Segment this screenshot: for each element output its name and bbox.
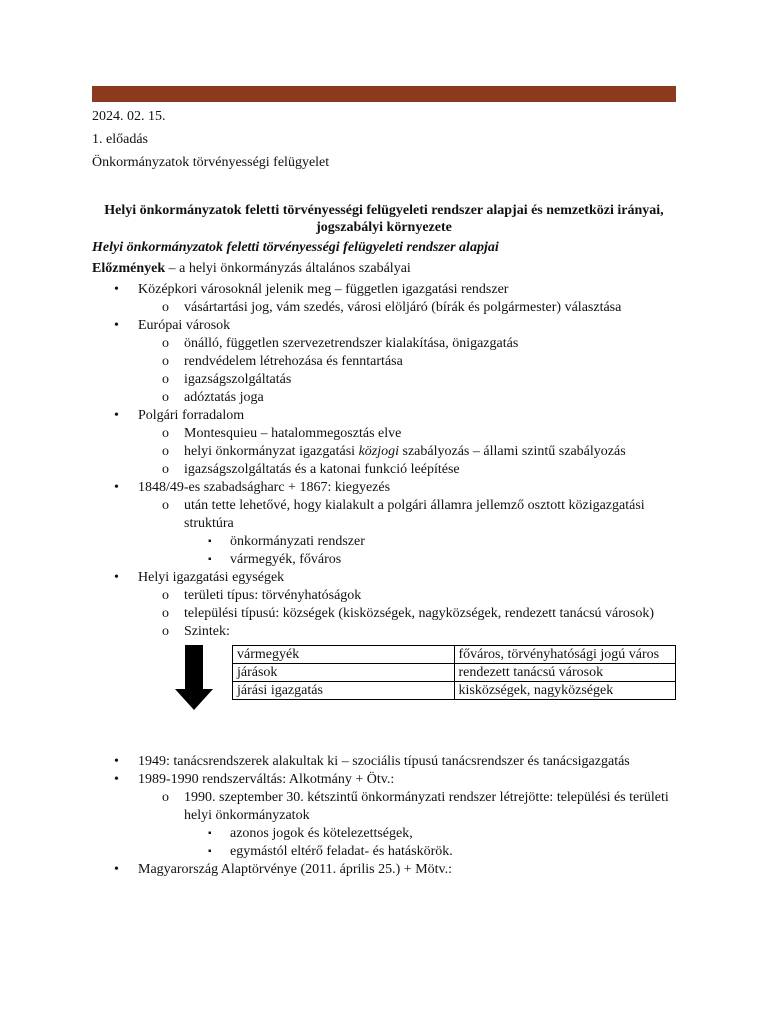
list-item-text: adóztatás joga — [184, 390, 264, 405]
bullet-marker: o — [162, 588, 169, 603]
list-item — [184, 551, 676, 569]
bullet-marker: o — [162, 498, 169, 513]
list-item — [92, 407, 676, 479]
list-item-text: települési típusú: községek (kisközségek, nagyközségek, rendezett tanácsú városok) — [184, 606, 655, 621]
bullet-marker: ▪ — [208, 554, 212, 565]
list-item — [184, 533, 676, 551]
list-item — [92, 317, 676, 407]
list-item — [138, 389, 676, 407]
bullet-marker: • — [114, 772, 119, 787]
list-item — [138, 623, 676, 641]
list-item-text: 1949: tanácsrendszerek alakultak ki – szociális típusú tanácsrendszer és tanácsigazgatás — [138, 754, 630, 769]
bullet-marker: • — [114, 754, 119, 769]
document-body — [92, 108, 676, 879]
list-item — [138, 461, 676, 479]
bullet-marker: • — [114, 318, 119, 333]
bullet-marker: o — [162, 336, 169, 351]
main-bullet-list — [92, 281, 676, 641]
list-item — [92, 771, 676, 861]
list-item — [138, 789, 676, 861]
bullet-marker: ▪ — [208, 828, 212, 839]
table-cell: rendezett tanácsú városok — [454, 664, 676, 682]
list-item-text: szabályozás – állami szintű szabályozás — [399, 444, 626, 459]
lecture-date: 2024. 02. 15. — [92, 109, 166, 124]
bullet-marker: • — [114, 408, 119, 423]
bullet-marker: o — [162, 790, 169, 805]
list-item — [92, 861, 676, 879]
list-item-text: rendvédelem létrehozása és fenntartása — [184, 354, 403, 369]
list-item-text: Helyi igazgatási egységek — [138, 570, 285, 585]
table-row — [233, 664, 676, 682]
list-item — [92, 281, 676, 317]
bullet-marker: o — [162, 426, 169, 441]
list-item — [184, 843, 676, 861]
list-item-text: területi típus: törvényhatóságok — [184, 588, 362, 603]
list-item-text: vásártartási jog, vám szedés, városi elöljáró (bírák és polgármester) választása — [184, 300, 622, 315]
bullet-marker: • — [114, 570, 119, 585]
bullet-marker: o — [162, 354, 169, 369]
list-item-text: Szintek: — [184, 624, 230, 639]
list-item — [92, 753, 676, 771]
bullet-marker: • — [114, 862, 119, 877]
list-item-text: Polgári forradalom — [138, 408, 245, 423]
italic-term: közjogi — [358, 444, 400, 459]
bullet-marker: • — [114, 282, 119, 297]
course-name: Önkormányzatok törvényességi felügyelet — [92, 155, 330, 170]
levels-figure — [92, 645, 676, 737]
table-row — [233, 682, 676, 700]
list-item-text: önkormányzati rendszer — [230, 534, 365, 549]
table-cell: járási igazgatás — [233, 682, 455, 700]
list-item — [138, 299, 676, 317]
list-item-text: azonos jogok és kötelezettségek, — [230, 826, 413, 841]
list-item — [92, 569, 676, 641]
header-accent-bar — [92, 86, 676, 102]
table-cell: kisközségek, nagyközségek — [454, 682, 676, 700]
list-item — [92, 479, 676, 569]
list-item-text: Középkori városoknál jelenik meg – független igazgatási rendszer — [138, 282, 509, 297]
list-item — [184, 825, 676, 843]
list-item — [138, 605, 676, 623]
list-item-text: Európai városok — [138, 318, 231, 333]
section-intro — [92, 260, 676, 278]
list-item-text: vármegyék, főváros — [230, 552, 342, 567]
second-bullet-list — [92, 753, 676, 879]
list-item-text: után tette lehetővé, hogy kialakult a polgári államra jellemző osztott közigazgatási struktúra — [184, 498, 645, 531]
lecture-number: 1. előadás — [92, 132, 148, 147]
table-cell: vármegyék — [233, 646, 455, 664]
table-row — [233, 646, 676, 664]
bullet-marker: o — [162, 300, 169, 315]
bullet-marker: o — [162, 462, 169, 477]
bullet-marker: o — [162, 372, 169, 387]
list-item-text: Montesquieu – hatalommegosztás elve — [184, 426, 402, 441]
table-cell: főváros, törvényhatósági jogú város — [454, 646, 676, 664]
list-item — [138, 371, 676, 389]
section-subtitle: Helyi önkormányzatok feletti törvényességi felügyeleti rendszer alapjai — [92, 240, 499, 255]
bullet-marker: o — [162, 444, 169, 459]
list-item-text: Magyarország Alaptörvénye (2011. április 25.) + Mötv.: — [138, 862, 453, 877]
list-item-text: igazságszolgáltatás — [184, 372, 292, 387]
bullet-marker: • — [114, 480, 119, 495]
list-item-text: 1989-1990 rendszerváltás: Alkotmány + Ötv.: — [138, 772, 395, 787]
list-item-text: helyi önkormányzat igazgatási — [184, 444, 359, 459]
list-item-text: 1848/49-es szabadságharc + 1867: kiegyezés — [138, 480, 391, 495]
list-item — [138, 353, 676, 371]
arrow-down-icon — [174, 645, 214, 711]
bullet-marker: ▪ — [208, 536, 212, 547]
bullet-marker: ▪ — [208, 846, 212, 857]
list-item — [138, 587, 676, 605]
table-cell: járások — [233, 664, 455, 682]
list-item-text: igazságszolgáltatás és a katonai funkció leépítése — [184, 462, 460, 477]
list-item — [138, 335, 676, 353]
intro-bold-label: Előzmények — [92, 261, 166, 276]
document-title: Helyi önkormányzatok feletti törvényességi felügyeleti rendszer alapjai és nemzetközi irányai, jogszabályi környezete — [104, 203, 664, 235]
list-item — [138, 497, 676, 569]
intro-rest: – a helyi önkormányzás általános szabályai — [165, 261, 411, 276]
list-item-text: 1990. szeptember 30. kétszintű önkormányzati rendszer létrejötte: települési és területi helyi önkormányzatok — [184, 790, 669, 823]
list-item — [138, 425, 676, 443]
list-item — [138, 443, 676, 461]
bullet-marker: o — [162, 624, 169, 639]
levels-table — [232, 645, 676, 700]
list-item-text: önálló, független szervezetrendszer kialakítása, önigazgatás — [184, 336, 519, 351]
bullet-marker: o — [162, 390, 169, 405]
bullet-marker: o — [162, 606, 169, 621]
list-item-text: egymástól eltérő feladat- és hatáskörök. — [230, 844, 453, 859]
